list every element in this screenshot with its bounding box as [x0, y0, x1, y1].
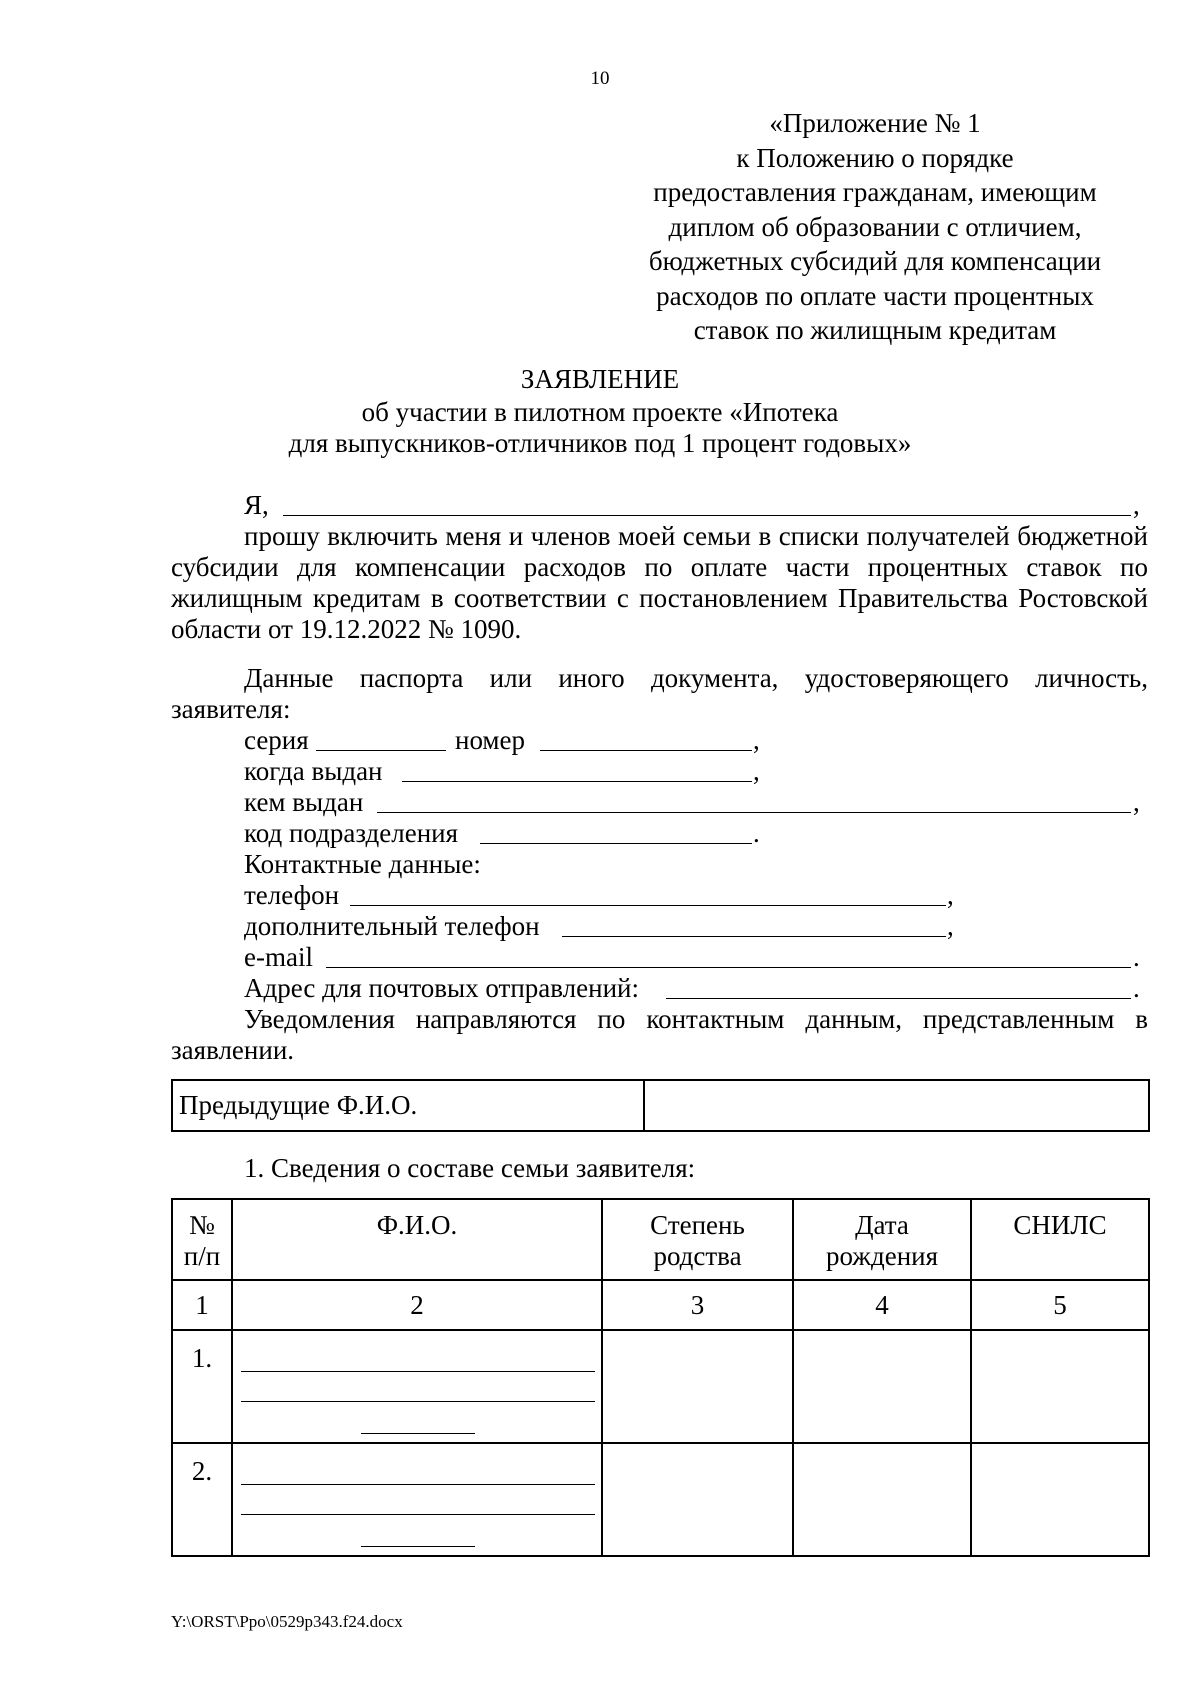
- snils-cell[interactable]: [971, 1330, 1149, 1443]
- notice-text: Уведомления направляются по контактным данным, представленным в заявлении.: [171, 1004, 1148, 1065]
- birth-date-cell[interactable]: [793, 1330, 971, 1443]
- previous-name-table: [171, 1079, 1150, 1132]
- request-text: прошу включить меня и членов моей семьи в списки получателей бюджетной субсидии для компенсации расходов по оплате части процентных ставок по жилищным кредитам в соответствии с постановлением Правительства Ростовской области от 19.12.2022 № 1090.: [171, 521, 1148, 644]
- extra-phone-label: дополнительный телефон: [244, 911, 540, 941]
- issued-by-suffix: ,: [1133, 787, 1140, 817]
- number-field[interactable]: [540, 750, 752, 751]
- family-table: [171, 1198, 1150, 1557]
- number-label: номер: [455, 725, 526, 755]
- phone-field[interactable]: [350, 905, 946, 906]
- appendix-line: ставок по жилищным кредитам: [693, 315, 1057, 345]
- issued-by-label: кем выдан: [244, 787, 364, 817]
- fio-cell: [232, 1330, 602, 1443]
- family-table-header-row: [172, 1199, 1149, 1280]
- notice-paragraph: [171, 1004, 1148, 1066]
- header-cell: Дата рождения: [793, 1199, 971, 1280]
- birth-date-cell[interactable]: [793, 1443, 971, 1556]
- column-number: 5: [971, 1280, 1149, 1330]
- applicant-prefix: Я,: [244, 490, 269, 520]
- family-section-heading: 1. Сведения о составе семьи заявителя:: [244, 1153, 696, 1183]
- applicant-name-suffix: ,: [1133, 490, 1140, 520]
- phone-label: телефон: [244, 880, 340, 910]
- email-suffix: .: [1133, 942, 1140, 972]
- issued-by-field[interactable]: [377, 812, 1131, 813]
- column-number: 4: [793, 1280, 971, 1330]
- column-number: 3: [602, 1280, 793, 1330]
- fio-line[interactable]: [241, 1371, 595, 1372]
- column-number: 1: [172, 1280, 232, 1330]
- passport-intro: [171, 663, 1148, 725]
- appendix-line: диплом об образовании с отличием,: [668, 211, 1082, 242]
- series-field[interactable]: [316, 750, 446, 751]
- family-table-number-row: [172, 1280, 1149, 1330]
- issued-when-label: когда выдан: [244, 756, 383, 786]
- header-cell: Ф.И.О.: [232, 1199, 602, 1280]
- appendix-header: [615, 106, 1135, 348]
- fio-short-line[interactable]: [361, 1546, 475, 1547]
- fio-cell: [232, 1443, 602, 1556]
- contacts-heading: Контактные данные:: [244, 849, 481, 879]
- fio-line[interactable]: [241, 1484, 595, 1485]
- dept-code-label: код подразделения: [244, 818, 459, 848]
- document-subtitle-line2: для выпускников-отличников под 1 процент годовых»: [288, 428, 912, 458]
- table-row: [172, 1443, 1149, 1556]
- page-number: 10: [590, 68, 610, 89]
- row-number: 2.: [191, 1456, 213, 1486]
- document-title: ЗАЯВЛЕНИЕ: [520, 364, 680, 394]
- email-field[interactable]: [326, 967, 1131, 968]
- applicant-name-field[interactable]: [283, 515, 1131, 516]
- footer-file-path: Y:\ORST\Ppo\0529p343.f24.docx: [171, 1612, 403, 1631]
- header-cell: Степень родства: [602, 1199, 793, 1280]
- fio-short-line[interactable]: [361, 1433, 475, 1434]
- fio-line[interactable]: [241, 1401, 595, 1402]
- header-cell: № п/п: [172, 1199, 232, 1280]
- fio-line[interactable]: [241, 1514, 595, 1515]
- phone-suffix: ,: [947, 880, 954, 910]
- appendix-line: «Приложение № 1: [769, 108, 981, 138]
- table-row: [172, 1330, 1149, 1443]
- passport-intro-text: Данные паспорта или иного документа, удостоверяющего личность, заявителя:: [171, 663, 1148, 724]
- number-suffix: ,: [753, 725, 760, 755]
- column-number: 2: [232, 1280, 602, 1330]
- issued-when-suffix: ,: [753, 756, 760, 786]
- dept-code-suffix: .: [753, 818, 760, 848]
- request-paragraph: [171, 521, 1148, 645]
- address-suffix: .: [1133, 973, 1140, 1003]
- series-label: серия: [244, 725, 309, 755]
- previous-name-value[interactable]: [644, 1080, 1149, 1131]
- extra-phone-field[interactable]: [562, 936, 946, 937]
- appendix-line: к Положению о порядке: [736, 142, 1014, 173]
- document-subtitle-line1: об участии в пилотном проекте «Ипотека: [361, 397, 839, 427]
- issued-when-field[interactable]: [402, 781, 752, 782]
- address-field[interactable]: [666, 998, 1131, 999]
- appendix-line: предоставления гражданам, имеющим: [653, 177, 1097, 207]
- dept-code-field[interactable]: [480, 843, 752, 844]
- appendix-line: расходов по оплате части процентных: [656, 280, 1094, 311]
- row-number: 1.: [191, 1343, 213, 1373]
- appendix-line: бюджетных субсидий для компенсации: [648, 246, 1102, 276]
- email-label: e-mail: [244, 942, 313, 972]
- previous-name-label: Предыдущие Ф.И.О.: [172, 1080, 644, 1131]
- snils-cell[interactable]: [971, 1443, 1149, 1556]
- extra-phone-suffix: ,: [947, 911, 954, 941]
- address-label: Адрес для почтовых отправлений:: [244, 973, 639, 1003]
- relation-cell[interactable]: [602, 1443, 793, 1556]
- header-cell: СНИЛС: [971, 1199, 1149, 1280]
- relation-cell[interactable]: [602, 1330, 793, 1443]
